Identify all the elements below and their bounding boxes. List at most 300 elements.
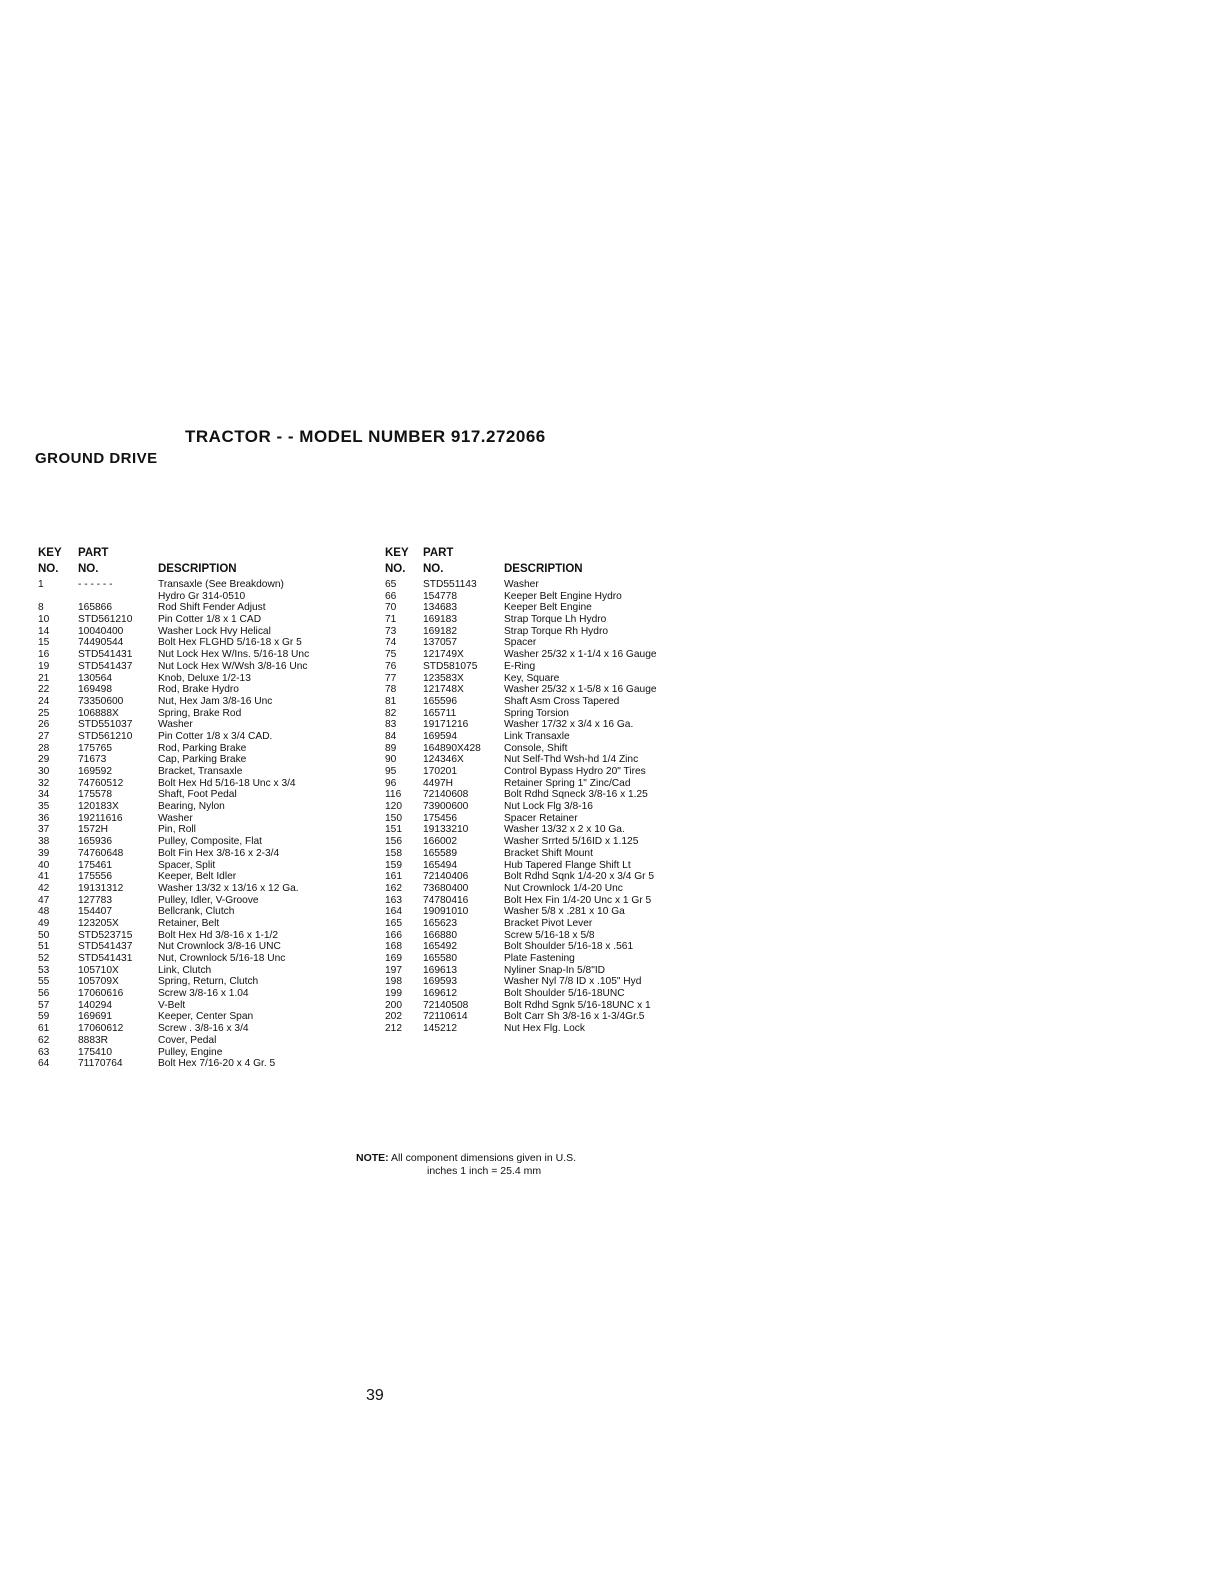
key-number: 35	[38, 801, 50, 813]
part-description: Pin Cotter 1/8 x 3/4 CAD.	[158, 730, 273, 742]
table-row	[38, 918, 368, 930]
key-number: 32	[38, 777, 50, 789]
parts-list-header	[385, 547, 725, 579]
table-row	[38, 754, 368, 766]
key-number: 28	[38, 742, 50, 754]
key-number: 39	[38, 847, 50, 859]
table-row	[385, 871, 725, 883]
part-number: 19091010	[423, 906, 469, 918]
part-number: 74760512	[78, 777, 124, 789]
table-row	[385, 743, 725, 755]
table-row	[38, 673, 368, 685]
part-number: STD551143	[423, 579, 477, 590]
part-description: Keeper Belt Engine Hydro	[504, 590, 622, 602]
part-number: 165936	[78, 836, 112, 848]
key-number: 75	[385, 649, 397, 661]
part-description: Link Transaxle	[504, 730, 570, 742]
part-number: 127783	[78, 894, 112, 906]
part-number: STD541437	[78, 660, 133, 672]
part-description: Bolt Hex Fin 1/4-20 Unc x 1 Gr 5	[504, 894, 652, 906]
key-number: 14	[38, 625, 50, 637]
key-number: 56	[38, 988, 50, 1000]
part-description: Bolt Hex 7/16-20 x 4 Gr. 5	[158, 1058, 276, 1070]
key-number: 66	[385, 590, 397, 602]
part-number: 137057	[423, 637, 457, 649]
table-row	[385, 754, 725, 766]
part-description: Bolt Hex Hd 3/8-16 x 1-1/2	[158, 929, 279, 941]
table-row	[385, 976, 725, 988]
key-number: 166	[385, 929, 402, 941]
key-number: 161	[385, 871, 402, 883]
part-number: 121748X	[423, 684, 464, 696]
key-number: 73	[385, 625, 397, 637]
part-number: 175410	[78, 1046, 112, 1058]
key-number: 48	[38, 906, 50, 918]
table-row	[38, 1058, 368, 1070]
part-number: 10040400	[78, 625, 124, 637]
table-row	[385, 684, 725, 696]
table-row	[385, 1011, 725, 1023]
part-number: 175456	[423, 812, 457, 824]
part-number: 19131312	[78, 882, 124, 894]
key-number: 64	[38, 1058, 50, 1070]
part-description: Strap Torque Lh Hydro	[504, 614, 607, 626]
key-number: 27	[38, 730, 50, 742]
key-number: 59	[38, 1011, 50, 1023]
key-number: 51	[38, 941, 50, 953]
key-number: 76	[385, 660, 397, 672]
part-description: Washer 13/32 x 2 x 10 Ga.	[504, 824, 625, 836]
part-number: STD541431	[78, 649, 133, 661]
part-description: Console, Shift	[504, 742, 568, 754]
key-number: 168	[385, 941, 402, 953]
part-number: STD581075	[423, 660, 478, 672]
part-description: Bolt Shoulder 5/16-18 x .561	[504, 941, 634, 953]
part-number: 164890X428	[423, 742, 481, 754]
part-number: 8883R	[78, 1034, 109, 1046]
part-description: Screw . 3/8-16 x 3/4	[158, 1023, 249, 1035]
table-row	[385, 836, 725, 848]
part-description: Nut, Hex Jam 3/8-16 Unc	[158, 695, 273, 707]
key-number: 34	[38, 789, 50, 801]
table-row	[38, 626, 368, 638]
table-row	[385, 708, 725, 720]
part-number: 19133210	[423, 824, 469, 836]
header-description: DESCRIPTION	[158, 563, 237, 575]
part-description: Cap, Parking Brake	[158, 754, 247, 766]
part-description: Washer 17/32 x 3/4 x 16 Ga.	[504, 719, 634, 731]
part-description: V-Belt	[158, 999, 186, 1011]
part-number: 175765	[78, 742, 112, 754]
part-description: Washer 5/8 x .281 x 10 Ga	[504, 906, 625, 918]
table-row	[385, 579, 725, 591]
table-row	[38, 743, 368, 755]
part-description: Bracket, Transaxle	[158, 766, 243, 777]
table-row	[38, 696, 368, 708]
table-row	[385, 918, 725, 930]
part-number: 165589	[423, 847, 457, 859]
table-row	[385, 696, 725, 708]
part-number: 175578	[78, 789, 112, 801]
part-number: 19211616	[78, 812, 123, 824]
part-number: 123583X	[423, 672, 464, 684]
part-number: 74780416	[423, 894, 469, 906]
part-description: Key, Square	[504, 672, 560, 684]
table-row	[38, 731, 368, 743]
key-number: 96	[385, 777, 397, 789]
part-number: 106888X	[78, 707, 119, 719]
key-number: 89	[385, 742, 397, 754]
part-description: Hydro Gr 314-0510	[158, 590, 246, 602]
table-row	[38, 824, 368, 836]
part-description: Nut Lock Hex W/Ins. 5/16-18 Unc	[158, 649, 310, 661]
key-number: 212	[385, 1023, 402, 1035]
part-number: 169593	[423, 976, 457, 988]
header-part: PART	[78, 547, 109, 559]
table-row	[38, 1011, 368, 1023]
table-row	[385, 895, 725, 907]
part-description: Bolt Fin Hex 3/8-16 x 2-3/4	[158, 847, 280, 859]
part-description: Bracket Pivot Lever	[504, 917, 593, 929]
table-row	[38, 708, 368, 720]
table-row	[385, 673, 725, 685]
table-row	[385, 860, 725, 872]
part-description: Bolt Carr Sh 3/8-16 x 1-3/4Gr.5	[504, 1011, 645, 1023]
part-description: Bolt Rdhd Sgnk 5/16-18UNC x 1	[504, 999, 651, 1011]
part-description: Washer	[158, 812, 193, 824]
header-key: KEY	[385, 547, 409, 559]
part-number: 169183	[423, 614, 457, 626]
part-number: 169612	[423, 988, 457, 1000]
header-key: KEY	[38, 547, 62, 559]
part-number: 169613	[423, 964, 457, 976]
table-row	[385, 988, 725, 1000]
table-row	[385, 626, 725, 638]
part-description: Shaft Asm Cross Tapered	[504, 695, 620, 707]
key-number: 1	[38, 579, 44, 590]
table-row	[385, 801, 725, 813]
table-row	[38, 637, 368, 649]
table-row	[38, 941, 368, 953]
part-description: Screw 3/8-16 x 1.04	[158, 988, 249, 1000]
part-number: 165623	[423, 917, 457, 929]
part-number: STD551037	[78, 719, 133, 731]
part-description: Spacer Retainer	[504, 812, 578, 824]
table-row	[385, 941, 725, 953]
part-number: 73680400	[423, 882, 469, 894]
key-number: 150	[385, 812, 402, 824]
key-number: 10	[38, 614, 50, 626]
table-row	[385, 637, 725, 649]
part-description: Pin Cotter 1/8 x 1 CAD	[158, 614, 262, 626]
part-number: 169691	[78, 1011, 112, 1023]
part-description: Transaxle (See Breakdown)	[158, 579, 284, 590]
part-description: Spring, Brake Rod	[158, 707, 242, 719]
part-number: 166880	[423, 929, 457, 941]
table-row	[38, 895, 368, 907]
key-number: 55	[38, 976, 50, 988]
part-description: Pulley, Engine	[158, 1046, 223, 1058]
part-number: STD561210	[78, 614, 133, 626]
part-description: Rod, Brake Hydro	[158, 684, 239, 696]
table-row	[38, 591, 368, 603]
key-number: 70	[385, 602, 397, 614]
part-description: Bracket Shift Mount	[504, 847, 593, 859]
part-description: Hub Tapered Flange Shift Lt	[504, 859, 631, 871]
table-row	[385, 824, 725, 836]
key-number: 169	[385, 953, 402, 964]
part-description: Pulley, Idler, V-Groove	[158, 894, 259, 906]
part-description: Spring Torsion	[504, 707, 569, 719]
part-number: 72140406	[423, 871, 469, 883]
key-number: 30	[38, 766, 50, 777]
part-description: Spacer	[504, 637, 537, 649]
part-description: Bolt Rdhd Sqnk 1/4-20 x 3/4 Gr 5	[504, 871, 655, 883]
key-number: 120	[385, 801, 402, 813]
part-description: Bolt Hex Hd 5/16-18 Unc x 3/4	[158, 777, 296, 789]
part-description: Strap Torque Rh Hydro	[504, 625, 609, 637]
parts-list-left	[38, 547, 368, 1070]
key-number: 83	[385, 719, 397, 731]
key-number: 25	[38, 707, 50, 719]
key-number: 62	[38, 1034, 50, 1046]
part-description: Washer Lock Hvy Helical	[158, 625, 271, 637]
table-row	[38, 789, 368, 801]
table-row	[38, 1035, 368, 1047]
table-row	[385, 906, 725, 918]
part-number: 165580	[423, 953, 457, 964]
part-number: 165596	[423, 695, 457, 707]
table-row	[385, 591, 725, 603]
key-number: 159	[385, 859, 402, 871]
key-number: 74	[385, 637, 397, 649]
table-row	[38, 988, 368, 1000]
part-description: Bolt Hex FLGHD 5/16-18 x Gr 5	[158, 637, 302, 649]
key-number: 77	[385, 672, 397, 684]
part-number: 175556	[78, 871, 112, 883]
part-description: Washer 25/32 x 1-5/8 x 16 Gauge	[504, 684, 657, 696]
part-description: Plate Fastening	[504, 953, 575, 964]
key-number: 165	[385, 917, 402, 929]
part-description: Nut, Crownlock 5/16-18 Unc	[158, 953, 286, 964]
table-row	[385, 930, 725, 942]
part-number: 72140608	[423, 789, 469, 801]
key-number: 8	[38, 602, 44, 614]
table-row	[38, 813, 368, 825]
part-number: STD541431	[78, 953, 133, 964]
key-number: 65	[385, 579, 397, 590]
key-number: 81	[385, 695, 397, 707]
table-row	[38, 614, 368, 626]
key-number: 57	[38, 999, 50, 1011]
part-description: Nut Lock Flg 3/8-16	[504, 801, 593, 813]
part-description: Nut Self-Thd Wsh-hd 1/4 Zinc	[504, 754, 639, 766]
note-line-2: inches 1 inch = 25.4 mm	[427, 1165, 542, 1177]
table-row	[385, 778, 725, 790]
part-description: Control Bypass Hydro 20" Tires	[504, 766, 646, 777]
part-number: 165711	[423, 707, 457, 719]
part-description: Cover, Pedal	[158, 1034, 217, 1046]
part-number: 74490544	[78, 637, 124, 649]
part-number: - - - - - -	[78, 579, 113, 590]
part-description: Keeper, Center Span	[158, 1011, 254, 1023]
header-part-no: NO.	[78, 563, 99, 575]
table-row	[38, 860, 368, 872]
key-number: 15	[38, 637, 50, 649]
dimension-note	[356, 1152, 576, 1178]
part-description: Nut Lock Hex W/Wsh 3/8-16 Unc	[158, 660, 308, 672]
key-number: 163	[385, 894, 402, 906]
part-number: 121749X	[423, 649, 464, 661]
key-number: 199	[385, 988, 402, 1000]
parts-rows-left	[38, 579, 368, 1070]
table-row	[385, 602, 725, 614]
table-row	[385, 813, 725, 825]
key-number: 158	[385, 847, 402, 859]
key-number: 50	[38, 929, 50, 941]
key-number: 78	[385, 684, 397, 696]
table-row	[38, 778, 368, 790]
key-number: 38	[38, 836, 50, 848]
part-number: 17060612	[78, 1023, 124, 1035]
table-row	[385, 883, 725, 895]
key-number: 197	[385, 964, 402, 976]
table-row	[385, 1000, 725, 1012]
page-title: TRACTOR - - MODEL NUMBER 917.272066	[185, 427, 546, 446]
key-number: 202	[385, 1011, 402, 1023]
part-number: 73900600	[423, 801, 469, 813]
part-number: STD523715	[78, 929, 133, 941]
part-description: Pulley, Composite, Flat	[158, 836, 262, 848]
part-description: Bolt Rdhd Sqneck 3/8-16 x 1.25	[504, 789, 648, 801]
part-number: 169592	[78, 766, 112, 777]
header-key-no: NO.	[38, 563, 59, 575]
part-number: 71170764	[78, 1058, 123, 1070]
part-number: 120183X	[78, 801, 119, 813]
parts-list-right	[385, 547, 725, 1035]
part-description: Pin, Roll	[158, 824, 196, 836]
part-description: Nut Hex Flg. Lock	[504, 1023, 585, 1035]
table-row	[385, 649, 725, 661]
table-row	[385, 719, 725, 731]
part-description: Washer	[504, 579, 539, 590]
key-number: 162	[385, 882, 402, 894]
table-row	[38, 976, 368, 988]
table-row	[38, 719, 368, 731]
part-number: 169498	[78, 684, 112, 696]
key-number: 41	[38, 871, 50, 883]
part-number: 134683	[423, 602, 457, 614]
key-number: 156	[385, 836, 402, 848]
table-row	[38, 871, 368, 883]
key-number: 26	[38, 719, 50, 731]
part-number: 140294	[78, 999, 112, 1011]
part-number: 72110614	[423, 1011, 468, 1023]
table-row	[385, 848, 725, 860]
key-number: 164	[385, 906, 402, 918]
table-row	[385, 965, 725, 977]
part-number: 169594	[423, 730, 457, 742]
note-label: NOTE:	[356, 1152, 389, 1164]
table-row	[38, 965, 368, 977]
table-row	[385, 766, 725, 778]
part-number: 165492	[423, 941, 457, 953]
part-number: 165494	[423, 859, 457, 871]
part-number: 1572H	[78, 824, 109, 836]
part-number: 105709X	[78, 976, 119, 988]
part-number: STD541437	[78, 941, 133, 953]
key-number: 29	[38, 754, 50, 766]
part-number: 105710X	[78, 964, 119, 976]
key-number: 24	[38, 695, 50, 707]
key-number: 19	[38, 660, 50, 672]
key-number: 49	[38, 917, 50, 929]
part-number: 175461	[78, 859, 112, 871]
table-row	[38, 836, 368, 848]
key-number: 36	[38, 812, 50, 824]
table-row	[38, 661, 368, 673]
part-description: Shaft, Foot Pedal	[158, 789, 237, 801]
header-key-no: NO.	[385, 563, 406, 575]
part-number: 124346X	[423, 754, 464, 766]
table-row	[38, 930, 368, 942]
part-description: Link, Clutch	[158, 964, 212, 976]
table-row	[38, 883, 368, 895]
key-number: 22	[38, 684, 50, 696]
key-number: 151	[385, 824, 402, 836]
part-number: 72140508	[423, 999, 469, 1011]
key-number: 200	[385, 999, 402, 1011]
table-row	[38, 602, 368, 614]
header-description: DESCRIPTION	[504, 563, 583, 575]
key-number: 116	[385, 789, 402, 801]
part-description: Nut Crownlock 1/4-20 Unc	[504, 882, 623, 894]
part-description: Spring, Return, Clutch	[158, 976, 259, 988]
section-heading: GROUND DRIVE	[35, 450, 158, 467]
table-row	[385, 614, 725, 626]
note-line-1: All component dimensions given in U.S.	[391, 1152, 577, 1164]
part-number: 19171216	[423, 719, 469, 731]
part-number: 4497H	[423, 777, 454, 789]
part-number: 169182	[423, 625, 457, 637]
parts-list-header	[38, 547, 368, 579]
key-number: 52	[38, 953, 50, 964]
table-row	[38, 766, 368, 778]
key-number: 21	[38, 672, 50, 684]
part-number: 123205X	[78, 917, 119, 929]
key-number: 42	[38, 882, 50, 894]
key-number: 63	[38, 1046, 50, 1058]
key-number: 84	[385, 730, 397, 742]
table-row	[38, 953, 368, 965]
header-part-no: NO.	[423, 563, 444, 575]
table-row	[385, 731, 725, 743]
table-row	[38, 1047, 368, 1059]
table-row	[38, 579, 368, 591]
table-row	[385, 661, 725, 673]
part-description: Rod, Parking Brake	[158, 742, 247, 754]
part-description: Knob, Deluxe 1/2-13	[158, 672, 251, 684]
part-description: Washer Nyl 7/8 ID x .105" Hyd	[504, 976, 642, 988]
header-part: PART	[423, 547, 454, 559]
part-number: 73350600	[78, 695, 124, 707]
key-number: 95	[385, 766, 397, 777]
part-number: 166002	[423, 836, 457, 848]
part-number: 165866	[78, 602, 112, 614]
part-description: Washer 13/32 x 13/16 x 12 Ga.	[158, 882, 299, 894]
part-number: 154778	[423, 590, 457, 602]
table-row	[385, 1023, 725, 1035]
